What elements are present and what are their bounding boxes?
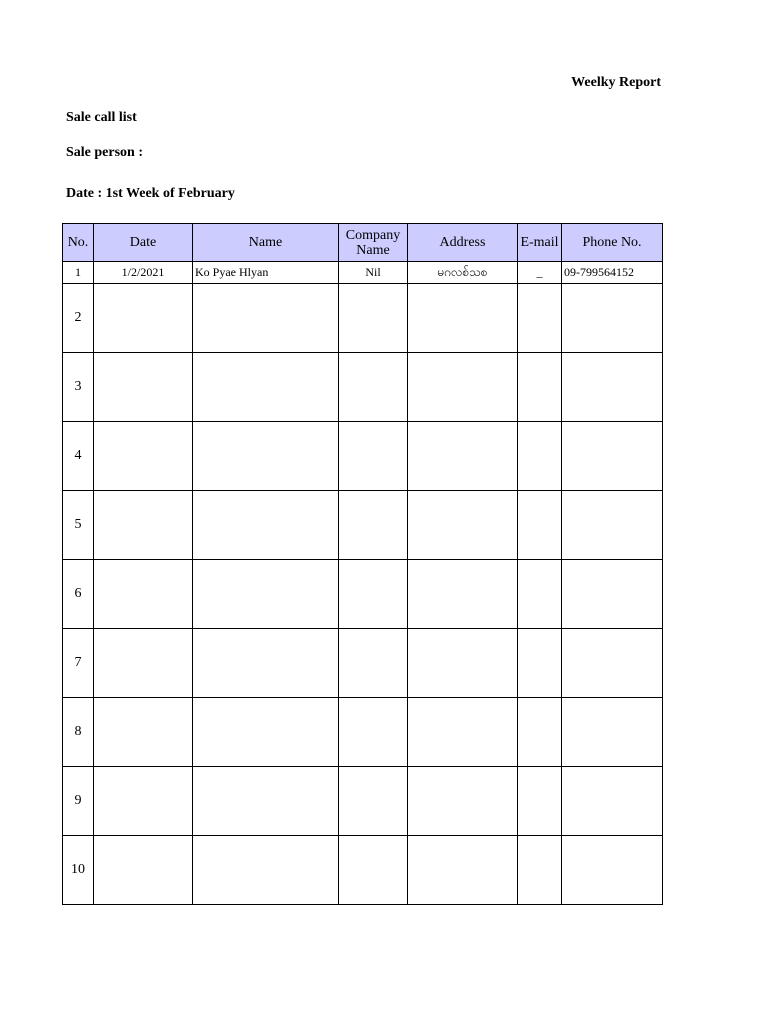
column-header-date: Date (94, 224, 193, 262)
cell-company (339, 836, 408, 905)
cell-no: 2 (63, 284, 94, 353)
cell-date (94, 422, 193, 491)
date-label: Date : 1st Week of February (66, 186, 235, 201)
table-row (63, 284, 663, 353)
cell-address (408, 767, 518, 836)
cell-company (339, 629, 408, 698)
cell-address (408, 560, 518, 629)
cell-email (518, 422, 562, 491)
column-header-name: Name (193, 224, 339, 262)
cell-email (518, 629, 562, 698)
cell-no: 7 (63, 629, 94, 698)
cell-address (408, 836, 518, 905)
cell-phone (562, 836, 663, 905)
cell-address (408, 491, 518, 560)
cell-no: 9 (63, 767, 94, 836)
cell-email (518, 491, 562, 560)
cell-email (518, 767, 562, 836)
table-row (63, 836, 663, 905)
table-header-row (63, 224, 663, 262)
column-header-email: E-mail (518, 224, 562, 262)
cell-address (408, 353, 518, 422)
cell-company (339, 560, 408, 629)
table-row (63, 767, 663, 836)
cell-name (193, 284, 339, 353)
column-header-address: Address (408, 224, 518, 262)
cell-no: 4 (63, 422, 94, 491)
cell-company (339, 353, 408, 422)
sale-person-label: Sale person : (66, 145, 143, 160)
cell-name (193, 422, 339, 491)
cell-company (339, 767, 408, 836)
report-title: Weelky Report (571, 75, 661, 90)
cell-date (94, 560, 193, 629)
table-row (63, 353, 663, 422)
cell-no: 8 (63, 698, 94, 767)
cell-address (408, 629, 518, 698)
table-row (63, 629, 663, 698)
cell-phone (562, 422, 663, 491)
cell-email (518, 353, 562, 422)
cell-name (193, 353, 339, 422)
cell-company (339, 698, 408, 767)
cell-phone (562, 698, 663, 767)
cell-name (193, 767, 339, 836)
table-row (63, 262, 663, 284)
cell-address: မဂလစ်သစ (408, 262, 518, 284)
cell-email (518, 284, 562, 353)
cell-date (94, 491, 193, 560)
cell-name (193, 560, 339, 629)
cell-name (193, 698, 339, 767)
table-row (63, 422, 663, 491)
cell-no: 1 (63, 262, 94, 284)
cell-phone (562, 284, 663, 353)
cell-email: _ (518, 262, 562, 284)
table-row (63, 491, 663, 560)
table-row (63, 698, 663, 767)
cell-name: Ko Pyae Hlyan (193, 262, 339, 284)
table-row (63, 560, 663, 629)
sale-call-list-label: Sale call list (66, 110, 137, 125)
cell-address (408, 698, 518, 767)
cell-phone (562, 491, 663, 560)
cell-date (94, 836, 193, 905)
cell-date (94, 767, 193, 836)
cell-phone (562, 629, 663, 698)
cell-no: 3 (63, 353, 94, 422)
cell-phone (562, 353, 663, 422)
cell-address (408, 422, 518, 491)
cell-company: Nil (339, 262, 408, 284)
cell-phone (562, 767, 663, 836)
cell-no: 6 (63, 560, 94, 629)
cell-no: 10 (63, 836, 94, 905)
sale-call-table (62, 223, 663, 905)
cell-company (339, 284, 408, 353)
cell-name (193, 491, 339, 560)
column-header-company: Company Name (339, 224, 408, 262)
cell-phone: 09-799564152 (562, 262, 663, 284)
cell-name (193, 836, 339, 905)
cell-no: 5 (63, 491, 94, 560)
cell-date (94, 284, 193, 353)
cell-date (94, 353, 193, 422)
cell-email (518, 836, 562, 905)
column-header-phone: Phone No. (562, 224, 663, 262)
cell-date (94, 629, 193, 698)
column-header-no: No. (63, 224, 94, 262)
cell-address (408, 284, 518, 353)
cell-phone (562, 560, 663, 629)
cell-company (339, 422, 408, 491)
cell-date (94, 698, 193, 767)
cell-name (193, 629, 339, 698)
cell-company (339, 491, 408, 560)
cell-date: 1/2/2021 (94, 262, 193, 284)
cell-email (518, 698, 562, 767)
cell-email (518, 560, 562, 629)
